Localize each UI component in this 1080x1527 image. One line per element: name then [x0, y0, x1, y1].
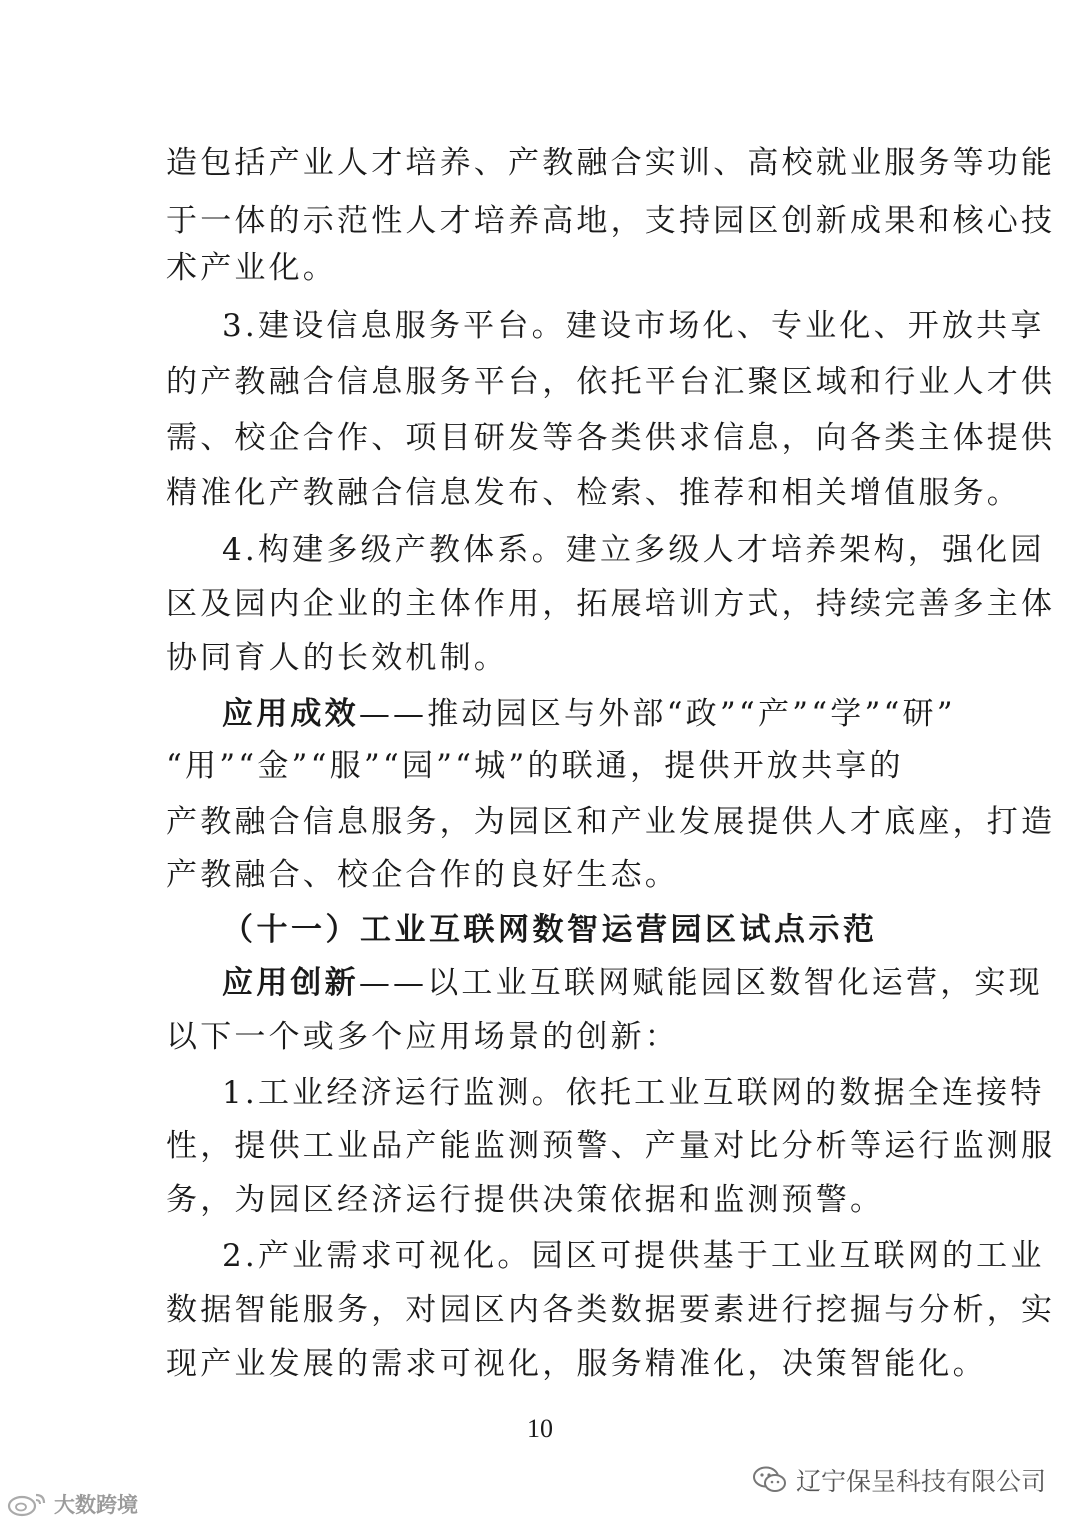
innovation-lead: 应用创新 [222, 965, 359, 1001]
body-line: 性，提供工业品产能监测预警、产量对比分析等运行监测服 [166, 1128, 1056, 1164]
page-number: 10 [527, 1414, 553, 1443]
body-line: 3.建设信息服务平台。建设市场化、专业化、开放共享 [222, 308, 1045, 344]
weibo-icon [6, 1489, 50, 1519]
effect-lead: 应用成效 [222, 696, 359, 732]
body-line: “用”“金”“服”“园”“城”的联通，提供开放共享的 [166, 748, 904, 784]
body-line: 的产教融合信息服务平台，依托平台汇聚区域和行业人才供 [166, 364, 1056, 400]
innovation-text: ——以工业互联网赋能园区数智化运营，实现 [358, 965, 1043, 1001]
weibo-account-name: 大数跨境 [54, 1493, 138, 1517]
body-line: 务，为园区经济运行提供决策依据和监测预警。 [166, 1182, 885, 1218]
wechat-icon [752, 1465, 788, 1495]
body-line: 4.构建多级产教体系。建立多级人才培养架构，强化园 [222, 532, 1045, 568]
body-line: 需、校企合作、项目研发等各类供求信息，向各类主体提供 [166, 420, 1056, 456]
body-line: 数据智能服务，对园区内各类数据要素进行挖掘与分析，实 [166, 1292, 1056, 1328]
body-line: 造包括产业人才培养、产教融合实训、高校就业服务等功能 [166, 145, 1056, 181]
wechat-watermark [752, 1460, 1046, 1500]
body-line: 现产业发展的需求可视化，服务精准化，决策智能化。 [166, 1346, 987, 1382]
body-line: 协同育人的长效机制。 [166, 640, 508, 676]
body-line: 产教融合、校企合作的良好生态。 [166, 857, 679, 893]
section-heading: （十一）工业互联网数智运营园区试点示范 [222, 912, 878, 948]
body-line: 于一体的示范性人才培养高地，支持园区创新成果和核心技 [166, 203, 1056, 239]
wechat-account-name: 辽宁保呈科技有限公司 [795, 1467, 1046, 1496]
body-line: 术产业化。 [166, 250, 337, 286]
effect-paragraph-line [222, 694, 956, 734]
body-line: 2.产业需求可视化。园区可提供基于工业互联网的工业 [222, 1238, 1045, 1274]
innovation-paragraph-line [222, 963, 1043, 1003]
effect-text: ——推动园区与外部“政”“产”“学”“研” [358, 696, 956, 732]
body-line: 区及园内企业的主体作用，拓展培训方式，持续完善多主体 [166, 586, 1056, 622]
weibo-watermark [6, 1487, 138, 1521]
body-line: 精准化产教融合信息发布、检索、推荐和相关增值服务。 [166, 475, 1021, 511]
body-line: 1.工业经济运行监测。依托工业互联网的数据全连接特 [222, 1075, 1045, 1111]
body-line: 产教融合信息服务，为园区和产业发展提供人才底座，打造 [166, 804, 1056, 840]
body-line: 以下一个或多个应用场景的创新： [166, 1019, 679, 1055]
